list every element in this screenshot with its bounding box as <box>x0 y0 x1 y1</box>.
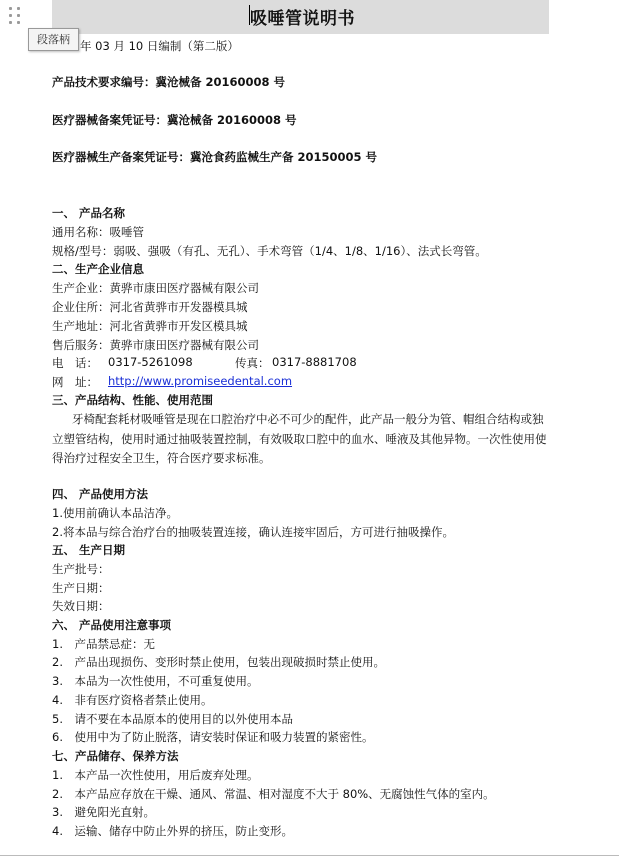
batch-number-label: 生产批号： <box>52 562 110 576</box>
precaution-item: 1. 产品禁忌症：无 <box>52 637 155 651</box>
website-link[interactable]: http://www.promiseedental.com <box>108 374 293 388</box>
date-line: 年 03 月 10 日编制（第二版） <box>80 39 239 53</box>
storage-item: 3. 避免阳光直射。 <box>52 805 155 819</box>
production-date-label: 生产日期： <box>52 581 110 595</box>
precaution-item: 2. 产品出现损伤、变形时禁止使用，包装出现破损时禁止使用。 <box>52 655 385 669</box>
expiry-date-label: 失效日期： <box>52 599 110 613</box>
manufacturer: 生产企业：黄骅市康田医疗器械有限公司 <box>52 281 259 295</box>
registration-certificate-number: 医疗器械备案凭证号：冀沧械备 20160008 号 <box>52 113 297 127</box>
company-address: 企业住所：河北省黄骅市开发器模具城 <box>52 300 248 314</box>
model-spec: 规格/型号：弱吸、强吸（有孔、无孔）、手术弯管（1/4、1/8、1/16）、法式长弯管。 <box>52 244 487 258</box>
section-6-heading: 六、 产品使用注意事项 <box>52 618 172 632</box>
precaution-item: 5. 请不要在本品原本的使用目的以外使用本品 <box>52 712 293 726</box>
precaution-item: 6. 使用中为了防止脱落，请安装时保证和吸力装置的紧密性。 <box>52 730 374 744</box>
fax-label: 传真： <box>235 356 270 370</box>
precaution-item: 3. 本品为一次性使用，不可重复使用。 <box>52 674 259 688</box>
page-title: 吸唾管说明书 <box>250 9 355 29</box>
product-description: 牙椅配套耗材吸唾管是现在口腔治疗中必不可少的配件，此产品一般分为管、帽组合结构或独立塑管结构，使用时通过抽吸装置控制，有效吸取口腔中的血水、唾液及其他异物。一次性使用使得治疗过程安全卫生，符合医疗要求标准。 <box>52 412 547 465</box>
usage-step: 1.使用前确认本品洁净。 <box>52 506 178 520</box>
phone-label: 电 话： <box>52 356 98 370</box>
section-5-heading: 五、 生产日期 <box>52 543 126 557</box>
production-certificate-number: 医疗器械生产备案凭证号：冀沧食药监械生产备 20150005 号 <box>52 150 378 164</box>
usage-step: 2.将本品与综合治疗台的抽吸装置连接，确认连接牢固后，方可进行抽吸操作。 <box>52 525 454 539</box>
common-name: 通用名称：吸唾管 <box>52 225 144 239</box>
production-address: 生产地址：河北省黄骅市开发区模具城 <box>52 319 248 333</box>
after-sales-service: 售后服务：黄骅市康田医疗器械有限公司 <box>52 338 259 352</box>
precaution-item: 4. 非有医疗资格者禁止使用。 <box>52 693 213 707</box>
phone-number: 0317-5261098 <box>108 355 193 369</box>
paragraph-handle-icon[interactable] <box>9 7 21 25</box>
section-3-heading: 三、产品结构、性能、使用范围 <box>52 393 213 407</box>
section-1-heading: 一、 产品名称 <box>52 206 126 220</box>
paragraph-handle-tooltip: 段落柄 <box>28 28 79 51</box>
section-4-heading: 四、 产品使用方法 <box>52 487 149 501</box>
storage-item: 1. 本产品一次性使用，用后废弃处理。 <box>52 768 259 782</box>
fax-number: 0317-8881708 <box>272 355 357 369</box>
section-7-heading: 七、产品储存、保养方法 <box>52 749 179 763</box>
website-label: 网 址： <box>52 375 98 389</box>
storage-item: 4. 运输、储存中防止外界的挤压，防止变形。 <box>52 824 293 838</box>
tech-requirement-number: 产品技术要求编号：冀沧械备 20160008 号 <box>52 75 286 89</box>
page-bottom-divider <box>0 855 619 856</box>
section-2-heading: 二、生产企业信息 <box>52 262 144 276</box>
storage-item: 2. 本产品应存放在干燥、通风、常温、相对湿度不大于 80%、无腐蚀性气体的室内。 <box>52 787 495 801</box>
